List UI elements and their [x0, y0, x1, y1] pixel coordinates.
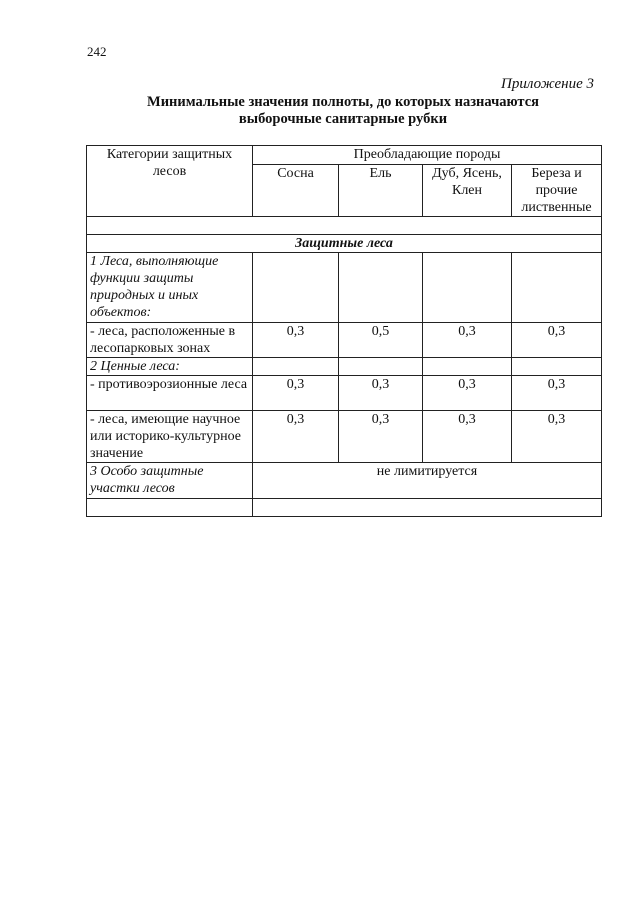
empty-cell — [87, 217, 602, 235]
table-row — [87, 358, 602, 376]
value-cell: 0,5 — [339, 323, 423, 358]
empty-row — [87, 499, 602, 517]
value-cell: 0,3 — [339, 376, 423, 411]
empty-row — [87, 217, 602, 235]
value-cell: 0,3 — [423, 376, 512, 411]
value-cell: 0,3 — [423, 411, 512, 463]
value-cell: 0,3 — [512, 323, 602, 358]
value-cell — [339, 358, 423, 376]
value-cell — [253, 253, 339, 323]
value-cell: 0,3 — [423, 323, 512, 358]
table-title — [86, 94, 600, 128]
header-species-oak: Дуб, Ясень, Клен — [423, 165, 512, 217]
table-row — [87, 376, 602, 411]
table-row — [87, 323, 602, 358]
empty-cell — [87, 499, 253, 517]
empty-cell — [253, 499, 602, 517]
header-row-1 — [87, 146, 602, 165]
value-cell: 0,3 — [512, 376, 602, 411]
value-cell: 0,3 — [253, 411, 339, 463]
value-cell: 0,3 — [339, 411, 423, 463]
row-label: 1 Леса, выполняющие функции защиты природных и иных объектов: — [87, 253, 253, 323]
table-row — [87, 463, 602, 499]
row-label: 3 Особо защитные участки лесов — [87, 463, 253, 499]
title-line-2: выборочные санитарные рубки — [238, 111, 448, 127]
header-species-birch: Береза и прочие лиственные — [512, 165, 602, 217]
page-number: 242 — [87, 44, 107, 59]
table-row — [87, 411, 602, 463]
value-cell — [423, 253, 512, 323]
row-label: - леса, расположенные в лесопарковых зонах — [87, 323, 253, 358]
merged-value-cell: не лимитируется — [253, 463, 602, 499]
header-species-pine: Сосна — [253, 165, 339, 217]
title-line-1: Минимальные значения полноты, до которых назначаются — [147, 94, 539, 110]
value-cell — [512, 253, 602, 323]
value-cell — [253, 358, 339, 376]
row-label: - противоэрозионные леса — [87, 376, 253, 411]
value-cell: 0,3 — [253, 376, 339, 411]
value-cell: 0,3 — [253, 323, 339, 358]
header-species-spruce: Ель — [339, 165, 423, 217]
header-species-group: Преобладающие породы — [253, 146, 602, 165]
appendix-label: Приложение 3 — [501, 76, 594, 92]
value-cell: 0,3 — [512, 411, 602, 463]
section-row — [87, 235, 602, 253]
section-header: Защитные леса — [87, 235, 602, 253]
row-label: 2 Ценные леса: — [87, 358, 253, 376]
value-cell — [339, 253, 423, 323]
header-category: Категории защитных лесов — [87, 146, 253, 217]
value-cell — [512, 358, 602, 376]
table-row — [87, 253, 602, 323]
value-cell — [423, 358, 512, 376]
row-label: - леса, имеющие научное или историко-культурное значение — [87, 411, 253, 463]
density-table — [86, 145, 602, 517]
